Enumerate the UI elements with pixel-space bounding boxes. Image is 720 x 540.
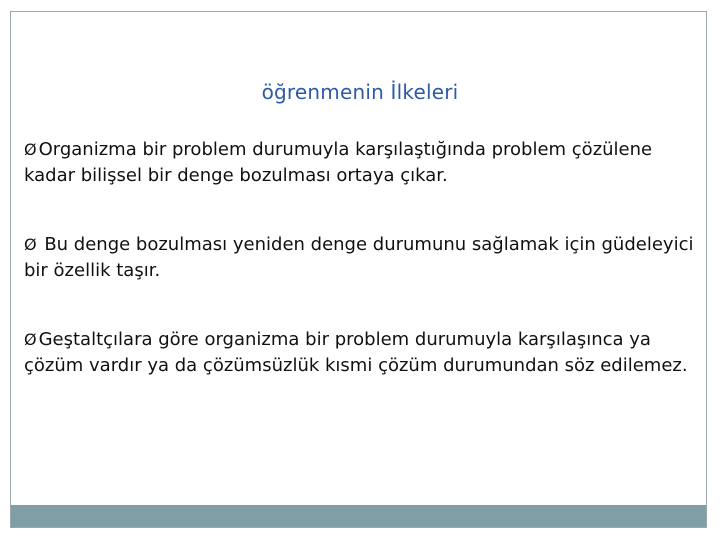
footer-bar [11, 505, 706, 527]
bullet-item [24, 137, 700, 189]
arrow-bullet-icon: Ø [24, 140, 37, 159]
slide-title: öğrenmenin İlkeleri [261, 80, 459, 104]
arrow-bullet-icon: Ø [24, 235, 37, 254]
bullet-text: Geştaltçılara göre organizma bir problem durumuyla karşılaşınca ya çözüm vardır ya da çözümsüzlük kısmi çözüm durumundan söz edilemez. [24, 329, 688, 376]
bullet-item [24, 232, 700, 284]
bullet-text: Organizma bir problem durumuyla karşılaştığında problem çözülene kadar bilişsel bir denge bozulması ortaya çıkar. [24, 139, 653, 186]
bullet-item [24, 327, 700, 379]
arrow-bullet-icon: Ø [24, 330, 37, 349]
bullet-text: Bu denge bozulması yeniden denge durumunu sağlamak için güdeleyici bir özellik taşır. [24, 234, 694, 281]
